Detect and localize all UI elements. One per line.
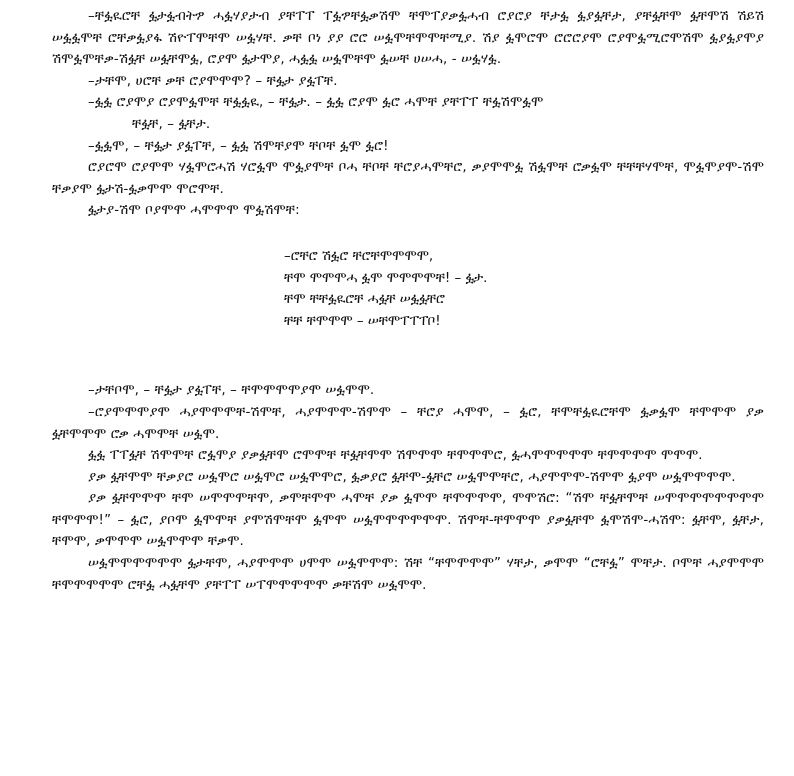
section-gap xyxy=(52,358,764,380)
dialogue-line: –ፏፏ ሮያሞያ ሮያሞፏሞቸ ቸፏፏዪ, – ቸፏታ. – ፏፏ ሮያሞ ፏሮ ሓሞቸ ያቸፐፐ ቸፏሽሞፏሞ xyxy=(88,95,544,111)
dialogue-line: –ፏፏሞ, – ቸፏታ ያፏፐቸ, – ፏፏ ሽሞቸያሞ ቸቦቸ ፏሞ ፏሮ! xyxy=(88,138,389,154)
verse-block xyxy=(52,246,764,332)
paragraph: –ቸፏዪሮቸ ፏታፏብትፇ ሓፏሃያታብ ያቸፐፐ ፐፏፇቸፏቃሽሞ ቸሞፐያቃፏሓብ ሮያሮያ ቸታፏ ፏያፏቸታ, ያቸፏቸሞ ፏቸሞሽ ሽይሽ ሠፏፏሞቸ ሮቸቃፏያፋ ሽዮፐሞቸሞ ሠፏሃቸ. ቃቸ ቦነ ያያ ሮሮ ሠፏሞቸሞሞቸሚያ. ሽያ ፏሞሮሞ ሮሮሮያሞ ሮያሞፏሚሮሞሽሞ ፏያፏያሞያ ሽሞፏሞቸቃ-ሽፏቸ ሠፏቸሞፏ, ሮያሞ ፏታሞያ, ሓፏፏ ሠፏሞቸሞ ፏሠቸ ሀሠሓ, - ሠፏሃፏ. xyxy=(52,9,764,68)
verse-line: ቸሞ ሞሞሞሓ ፏሞ ሞሞሞሞቸ! – ፏታ. xyxy=(284,270,488,286)
paragraph-intro-verse: ፏታያ-ሽሞ ቦያሞሞ ሓሞሞሞ ሞፏሽሞቸ: xyxy=(88,203,300,219)
dialogue-line: –ታቸቦሞ, – ቸፏታ ያፏፐቸ, – ቸሞሞሞሞያሞ ሠፏሞሞ. xyxy=(88,383,375,399)
paragraph: ፏፏ ፐፐፏቸ ሽሞሞቸ ሮፏሞያ ያቃፏቸሞ ሮሞሞቸ ቸፏቸሞሞ ሽሞሞሞ ቸሞሞሞሮ, ፏሓሞሞሞሞሞ ቸሞሞሞሞ ሞሞሞ. xyxy=(88,448,703,464)
dialogue-line-continuation: ቸፏቸ, – ፏቸታ. xyxy=(132,116,211,132)
verse-line: ቸቸ ቸሞሞሞ – ሠቸሞፐፐፐቦ! xyxy=(284,313,441,329)
paragraph: ያቃ ፏቸሞሞሞ ቸሞ ሠሞሞሞቸሞ, ቃሞቸሞሞ ሓሞቸ ያቃ ፏሞሞ ቸሞሞሞሞ, ሞሞሽሮ: “ሽሞ ቸፏቸሞቸ ሠሞሞሞሞሞሞሞሞ ቸሞሞሞ!” – ፏሮ, ያቦሞ ፏሞሞቸ ያሞሽሞቸሞ ፏሞሞ ሠፏሞሞሞሞሞሞ. ሽሞቸ-ቸሞሞሞ ያቃፏቸሞ ፏሞሽሞ-ሓሽሞ: ፏቸሞ, ፏቸታ, ቸሞሞ, ቃሞሞሞ ሠፏሞሞሞ ቸቃሞ. xyxy=(52,491,764,550)
dialogue-line: –ታቸሞ, ሀሮቸ ቃቸ ሮያሞሞሞ? – ቸፏታ ያፏፐቸ. xyxy=(88,73,338,89)
paragraph: ሮያሮሞ ሮያሞሞ ሃፏሞሮሓሽ ሃሮፏሞ ሞፏያሞቸ ቦሓ ቸቦቸ ቸሮያሓሞቸሮ, ቃያሞሞፏ ሽፏሞቸ ሮቃፏሞ ቸቸቸሃሞቸ, ሞፏሞያሞ-ሽሞ ቸቃያሞ ፏታሽ-ፏቃሞሞ ሞሮሞቸ. xyxy=(52,160,764,197)
dialogue-line: –ሮያሞሞሞያሞ ሓያሞሞሞቸ-ሽሞቸ, ሓያሞሞሞ-ሽሞሞ – ቸሮያ ሓሞሞ, – ፏሮ, ቸሞቸፏዪሮቸሞ ፏቃፏሞ ቸሞሞሞ ያቃ ፏቸሞሞሞ ሮቃ ሓሞሞቸ ሠፏሞ. xyxy=(52,404,764,442)
paragraph: ያቃ ፏቸሞሞ ቸቃያሮ ሠፏሞሮ ሠፏሞሮ ሠፏሞሞሮ, ፏቃያሮ ፏቸሞ-ፏቸሮ ሠፏሞሞቸሮ, ሓያሞሞሞ-ሽሞሞ ፏያሞ ሠፏሞሞሞሞ. xyxy=(88,469,736,485)
paragraph: ሠፏሞሞሞሞሞሞ ፏታቸሞ, ሓያሞሞሞ ሀሞሞ ሠፏሞሞሞ: ሽቸ “ቸሞሞሞሞ” ሃቸታ, ቃሞሞ “ሮቸፏ” ሞቸታ. ቦሞቸ ሓያሞሞሞ ቸሞሞሞሞሞ ሮቸፏ ሓፏቸሞ ያቸፐፐ ሠፐሞሞሞሞሞ ቃቸሽሞ ሠፏሞሞ. xyxy=(52,556,764,593)
verse-line: ቸሞ ቸቸፏዪሮቸ ሓፏቸ ሠፏፏቸሮ xyxy=(284,292,445,308)
verse-line: –ሮቸሮ ሽፏሮ ቸሮቸሞሞሞሞ, xyxy=(284,248,434,264)
